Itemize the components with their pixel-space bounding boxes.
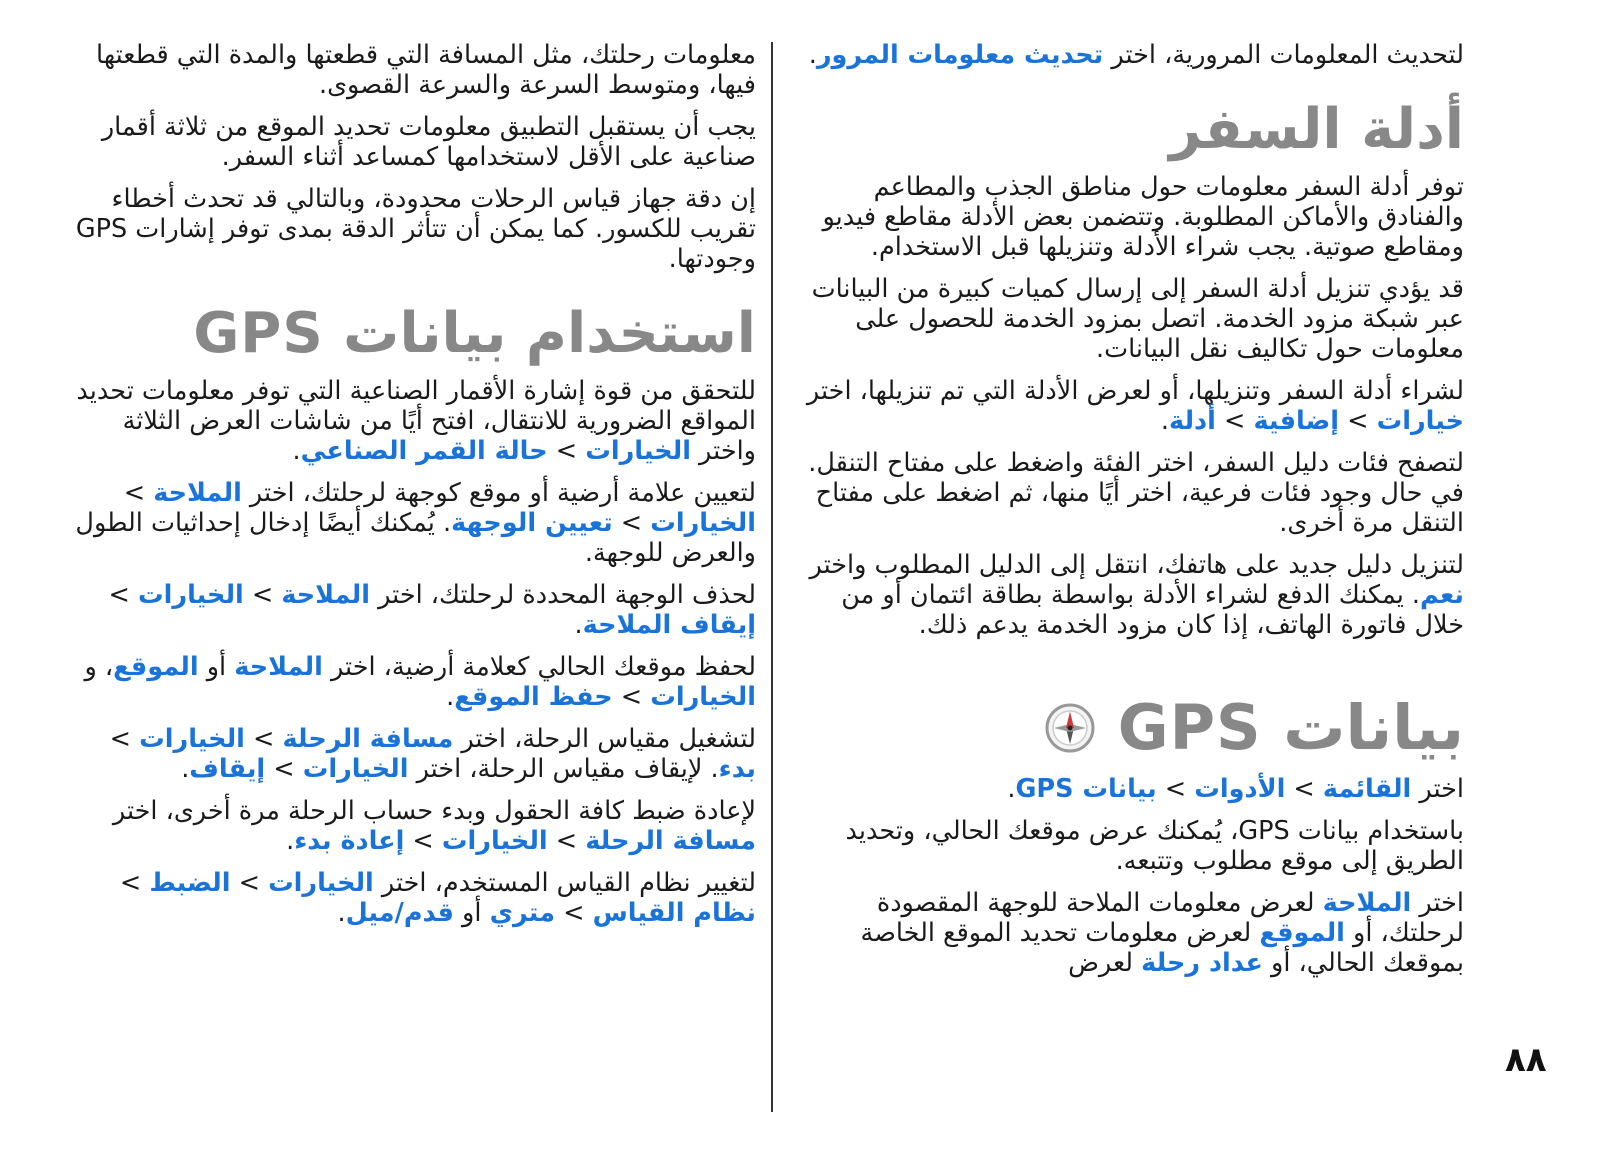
link-options[interactable]: خيارات (1376, 406, 1464, 436)
link-options[interactable]: الخيارات (650, 508, 756, 538)
paragraph-8: لتشغيل مقياس الرحلة، اختر مسافة الرحلة > الخيارات > بدء. لإيقاف مقياس الرحلة، اختر الخيارات > إيقاف. (109, 724, 756, 784)
link-navigation[interactable]: الملاحة (1322, 888, 1412, 918)
link-options[interactable]: الخيارات (268, 868, 374, 898)
link-extras[interactable]: إضافية (1253, 406, 1339, 436)
paragraph-guides-5: لتنزيل دليل جديد على هاتفك، انتقل إلى الدليل المطلوب واختر نعم. يمكنك الدفع لشراء الأدلة بواسطة بطاقة ائتمان أو من خلال فاتورة الهاتف، إذا كان مزود الخدمة يدعم ذلك. (809, 550, 1464, 640)
link-tools[interactable]: الأدوات (1194, 774, 1286, 804)
paragraph-5: لتعيين علامة أرضية أو موقع كوجهة لرحلتك، اختر الملاحة > الخيارات > تعيين الوجهة. يُمكنك أيضًا إدخال إحداثيات الطول والعرض للوجهة. (75, 478, 756, 568)
link-yes[interactable]: نعم (1420, 580, 1464, 610)
right-column (800, 40, 1464, 990)
heading-gps-data: بيانات GPS (1117, 691, 1464, 764)
link-start[interactable]: بدء (718, 754, 756, 784)
compass-icon (1044, 702, 1096, 754)
link-set-destination[interactable]: تعيين الوجهة (451, 508, 613, 538)
paragraph-guides-1: توفر أدلة السفر معلومات حول مناطق الجذب والمطاعم والفنادق والأماكن المطلوبة. وتتضمن بعض الأدلة مقاطع فيديو ومقاطع صوتية. يجب شراء الأدلة وتنزيلها قبل الاستخدام. (822, 172, 1464, 262)
link-trip-meter[interactable]: عداد رحلة (1141, 948, 1263, 978)
link-gps-data[interactable]: بيانات GPS (1015, 774, 1157, 804)
link-metric[interactable]: متري (489, 898, 556, 928)
gps-heading-row (800, 652, 1464, 774)
paragraph-10: لتغيير نظام القياس المستخدم، اختر الخيارات > الضبط > نظام القياس > متري أو قدم/ميل. (119, 868, 756, 928)
link-settings[interactable]: الضبط (149, 868, 231, 898)
link-navigation[interactable]: الملاحة (281, 580, 370, 610)
link-update-traffic[interactable]: تحديث معلومات المرور (816, 40, 1104, 70)
link-restart[interactable]: إعادة بدء (294, 826, 405, 856)
page-number: ٨٨ (1505, 1040, 1547, 1080)
link-options[interactable]: الخيارات (585, 436, 691, 466)
paragraph-gps-3: اختر الملاحة لعرض معلومات الملاحة للوجهة المقصودة لرحلتك، أو الموقع لعرض معلومات تحديد الموقع الخاصة بموقعك الحالي، أو عداد رحلة لعرض (860, 888, 1464, 978)
link-stop[interactable]: إيقاف (189, 754, 266, 784)
link-imperial[interactable]: قدم/ميل (345, 898, 454, 928)
link-options[interactable]: الخيارات (650, 682, 756, 712)
link-navigation[interactable]: الملاحة (153, 478, 242, 508)
paragraph-guides-4: لتصفح فئات دليل السفر، اختر الفئة واضغط على مفتاح التنقل. في حال وجود فئات فرعية، اختر أيًا منها، ثم اضغط على مفتاح التنقل مرة أخرى. (808, 448, 1464, 538)
link-guides[interactable]: أدلة (1169, 406, 1216, 436)
paragraph-6: لحذف الوجهة المحددة لرحلتك، اختر الملاحة > الخيارات > إيقاف الملاحة. (108, 580, 756, 640)
paragraph-3: إن دقة جهاز قياس الرحلات محدودة، وبالتالي قد تحدث أخطاء تقريب للكسور. كما يمكن أن تتأثر الدقة بمدى توفر إشارات GPS وجودتها. (75, 184, 756, 274)
link-stop-navigation[interactable]: إيقاف الملاحة (582, 610, 756, 640)
paragraph-2: يجب أن يستقبل التطبيق معلومات تحديد الموقع من ثلاثة أقمار صناعية على الأقل لاستخدامها كمساعد أثناء السفر. (101, 112, 756, 172)
link-position[interactable]: الموقع (1259, 918, 1345, 948)
link-options[interactable]: الخيارات (302, 754, 409, 784)
paragraph-7: لحفظ موقعك الحالي كعلامة أرضية، اختر الملاحة أو الموقع، و الخيارات > حفظ الموقع. (84, 652, 756, 712)
heading-travel-guides: أدلة السفر (1169, 97, 1464, 162)
link-menu[interactable]: القائمة (1322, 774, 1412, 804)
heading-using-gps-data: استخدام بيانات GPS (193, 301, 756, 366)
link-options[interactable]: الخيارات (139, 724, 245, 754)
link-save-position[interactable]: حفظ الموقع (454, 682, 613, 712)
link-measuring-system[interactable]: نظام القياس (592, 898, 756, 928)
paragraph-4: للتحقق من قوة إشارة الأقمار الصناعية التي توفر معلومات تحديد المواقع الضرورية للانتقال، افتح أيًا من شاشات العرض الثلاثة واختر الخيارات > حالة القمر الصناعي. (76, 376, 756, 466)
link-options[interactable]: الخيارات (441, 826, 548, 856)
link-position[interactable]: الموقع (113, 652, 199, 682)
link-trip-distance[interactable]: مسافة الرحلة (282, 724, 454, 754)
paragraph-guides-3: لشراء أدلة السفر وتنزيلها، أو لعرض الأدلة التي تم تنزيلها، اختر خيارات > إضافية > أدلة. (806, 376, 1464, 436)
column-divider (771, 42, 773, 1112)
left-column (74, 40, 756, 940)
link-navigation[interactable]: الملاحة (234, 652, 323, 682)
paragraph-9: لإعادة ضبط كافة الحقول وبدء حساب الرحلة مرة أخرى، اختر مسافة الرحلة > الخيارات > إعادة بدء. (112, 796, 756, 856)
paragraph-gps-1: اختر القائمة > الأدوات > بيانات GPS. (1007, 774, 1464, 804)
paragraph-traffic: لتحديث المعلومات المرورية، اختر تحديث معلومات المرور. (808, 40, 1464, 70)
link-options[interactable]: الخيارات (138, 580, 244, 610)
paragraph-guides-2: قد يؤدي تنزيل أدلة السفر إلى إرسال كميات كبيرة من البيانات عبر شبكة مزود الخدمة. اتصل بمزود الخدمة للحصول على معلومات حول تكاليف نقل البيانات. (811, 274, 1464, 364)
link-satellite-status[interactable]: حالة القمر الصناعي (300, 436, 548, 466)
link-trip-distance[interactable]: مسافة الرحلة (585, 826, 756, 856)
paragraph-1: معلومات رحلتك، مثل المسافة التي قطعتها والمدة التي قطعتها فيها، ومتوسط السرعة والسرعة القصوى. (96, 40, 756, 100)
paragraph-gps-2: باستخدام بيانات GPS، يُمكنك عرض موقعك الحالي، وتحديد الطريق إلى موقع مطلوب وتتبعه. (845, 816, 1464, 876)
